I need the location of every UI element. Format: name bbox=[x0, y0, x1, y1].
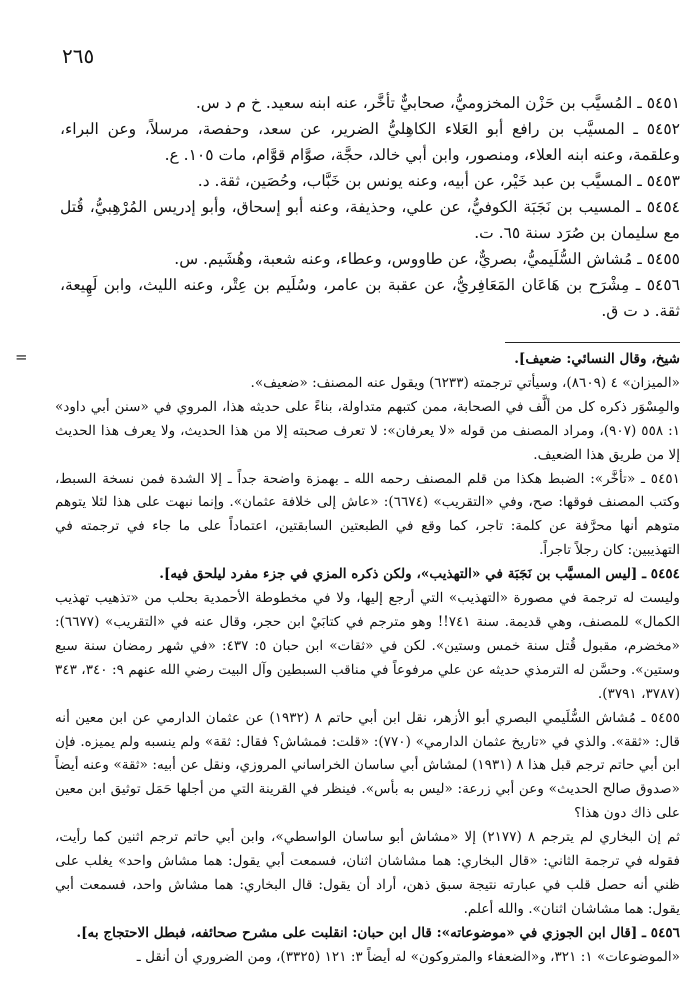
note-5454-heading: ٥٤٥٤ ـ [ليس المسيَّب بن نَجَبَة في «التهذيب»، ولكن ذكره المزي في جزء مفرد ليلحق فيه]. bbox=[159, 566, 680, 583]
entry-5451: ٥٤٥١ ـ المُسيَّب بن حَزْن المخزوميُّ، صحابيٌّ تأخَّر، عنه ابنه سعيد. خ م د س. bbox=[195, 94, 680, 112]
note-5456: «الموضوعات» ١: ٣٢١، و«الضعفاء والمتروكون» له أيضاً ٣: ١٢١ (٣٣٢٥)، ومن الضروري أن أنقل ـ bbox=[136, 948, 680, 965]
note-5455-cont: ثم إن البخاري لم يترجم ٨ (٢١٧٧) إلا «مشاش أبو ساسان الواسطي»، وابن أبي حاتم ترجم اثنين كما رأيت، فقوله في ترجمة الثاني: «قال البخاري: هما مشاشان اثنان، فسمعت أبي يقول: هما مشاش واحد» يغلب على ظني أنه حصل قلب في عبارته نتيجة سبق ذهن، أراد أن يقول: قال البخاري: هما مشاش واحد، فسمعت أبي يقول: هما مشاشان اثنان». والله أعلم. bbox=[55, 829, 680, 917]
entry-5453: ٥٤٥٣ ـ المسيَّب بن عبد خَيْر، عن أبيه، وعنه يونس بن خَبَّاب، وحُصَين، ثقة. د. bbox=[197, 172, 680, 190]
page-number: ٢٦٥ bbox=[62, 44, 95, 68]
note-5455: ٥٤٥٥ ـ مُشاش السُّلَيمي البصري أبو الأزهر، نقل ابن أبي حاتم ٨ (١٩٣٢) عن عثمان الدارمي عن ابن معين أنه قال: «ثقة». والذي في «تاريخ عثمان الدارمي» (٧٧٠): «قلت: فمشاش؟ فقال: ثقة» ولم ينسبه ولم يميزه. فإن ابن أبي حاتم ترجم قبل هذا ٨ (١٩٣١) لمشاش أبي ساسان الخراساني المروزي، ونقل عن أبيه: «ثقة» وعنه أيضاً «صدوق صالح الحديث» وعن أبي زرعة: «ليس به بأس». فينظر في القرينة التي من أجلها حَمَل توثيق ابن معين على ذاك دون هذا؟ bbox=[55, 709, 681, 822]
entry-5452: ٥٤٥٢ ـ المسيَّب بن رافع أبو العَلاء الكاهِليُّ الضرير، عن سعد، وحفصة، مرسلاً، وعن البراء، وعلقمة، وعنه ابنه العلاء، ومنصور، وابن أبي خالد، حجَّة، صوَّام قوَّام، مات ١٠٥. ع. bbox=[60, 120, 680, 164]
continuation-mark: = bbox=[15, 348, 28, 366]
entry-5454: ٥٤٥٤ ـ المسيب بن نَجَبَة الكوفيُّ، عن علي، وحذيفة، وعنه أبو إسحاق، وأبو إدريس المُرْهِبيُّ، قُتل مع سليمان بن صُرَد سنة ٦٥. ت. bbox=[60, 198, 680, 242]
entry-5456: ٥٤٥٦ ـ مِشْرَح بن هَاعَان المَعَافِريُّ، عن عقبة بن عامر، وسُلَيم بن عِتْر، وعنه الليث، وابن لَهِيعة، ثقة. د ت ق. bbox=[60, 276, 680, 320]
footnote-divider bbox=[505, 342, 680, 343]
note-line: شيخ، وقال النسائي: ضعيف]. bbox=[514, 351, 680, 367]
note-5456-heading: ٥٤٥٦ ـ [قال ابن الجوزي في «موضوعاته»: قال ابن حبان: انقلبت على مشرح صحائفه، فبطل الاحتجاج به]. bbox=[76, 924, 680, 941]
entry-5455: ٥٤٥٥ ـ مُشاش السُّلَيميُّ، بصريٌّ، عن طاووس، وعطاء، وعنه شعبة، وهُشَيم. س. bbox=[174, 250, 680, 268]
note-line: والمِسْوَر ذكره كل من ألَّف في الصحابة، ممن كتبهم متداولة، بناءً على حديثه هذا، المروي في «سنن أبي داود» ١: ٥٥٨ (٩٠٧)، ومراد المصنف من قوله «لا يعرفان»: لا تعرف صحبته إلا من هذا الحديث، ولا يعرف هذا الحديث إلا من طريق هذا الضعيف. bbox=[55, 398, 681, 463]
footnotes bbox=[15, 348, 681, 970]
note-5454: وليست له ترجمة في مصورة «التهذيب» التي أرجع إليها، ولا في مخطوطة الأحمدية بحلب من «تذهيب تهذيب الكمال» للمصنف، وهي قديمة. سنة ٧٤١!! وهو مترجم في كتابَيْ ابن حجر، وقال عنه في «التقريب» (٦٦٧٧): «مخضرم، مقبول قُتل سنة خمس وستين». لكن في «ثقات» ابن حبان ٥: ٤٣٧: «في شهر رمضان سنة سبع وستين». وحسَّن له الترمذي حديثه عن علي مرفوعاً في مناقب السبطين وآل البيت رضي الله عنهم ٩: ٣٤٠، ٣٤٣ (٣٧٨٧، ٣٧٩١). bbox=[55, 590, 680, 702]
note-line: «الميزان» ٤ (٨٦٠٩)، وسيأتي ترجمته (٦٢٣٣) ويقول عنه المصنف: «ضعيف». bbox=[250, 374, 680, 391]
note-5451: ٥٤٥١ ـ «تأخَّر»: الضبط هكذا من قلم المصنف رحمه الله ـ بهمزة واضحة جداً ـ إلا الشدة فمن نسخة السبط، وكتب المصنف فوقها: صح، وفي «التقريب» (٦٦٧٤): «عاش إلى خلافة عثمان». وإنما نبهت على هذا لئلا يتوهم متوهم أنها محرَّفة عن كلمة: تاجر، كما وقع في الطبعتين السابقتين، اعتماداً على ما جاء في ترجمته في التهذيبين: كان رجلاً تاجراً. bbox=[55, 470, 680, 559]
main-entries bbox=[60, 90, 680, 324]
